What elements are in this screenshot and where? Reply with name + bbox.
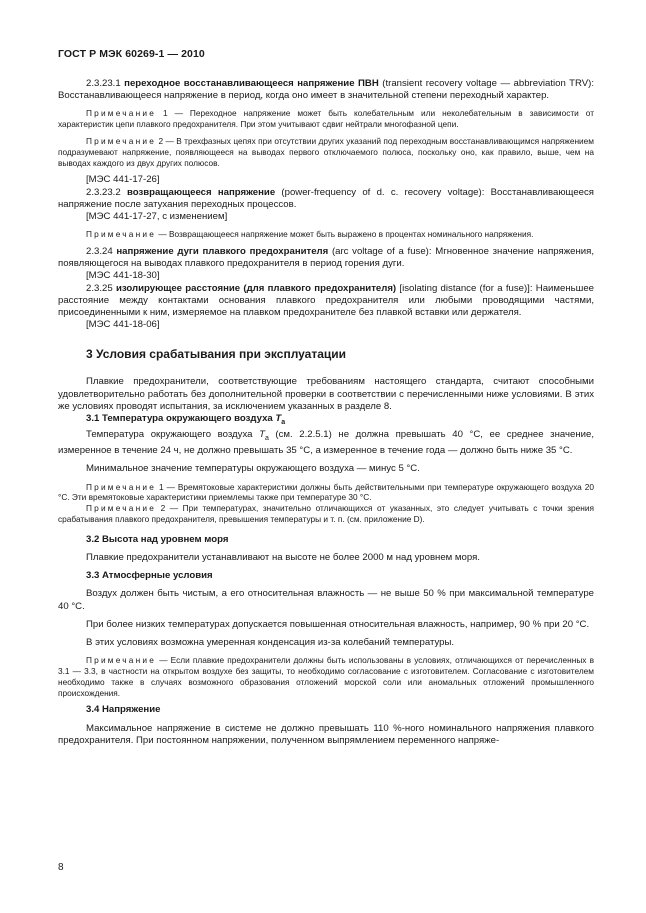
note-6: Примечание — Если плавкие предохранители должны быть использованы в условиях, отличающихся от перечисленных в 3.1 — 3.3, в частности на открытом воздухе без защиты, то необходимо согласование с изготовителем. Согласование с изготовителем необходимо также в случаях возможного образования отложений морской соли или аномальных отложений промышленного происхождения. (58, 655, 594, 698)
subsection-3-2-heading: 3.2 Высота над уровнем моря (86, 533, 229, 545)
reference-2: [МЭС 441-17-27, с изменением] (86, 211, 228, 222)
definition-term: переходное восстанавливающееся напряжение ПВН (124, 78, 379, 89)
definition-2-3-24: 2.3.24 напряжение дуги плавкого предохранителя (arc voltage of a fuse): Мгновенное значение напряжения, появляющегося на выводах плавкого предохранителя в период горения дуги. (58, 246, 594, 270)
paragraph-3-3-c: В этих условиях возможна умеренная конденсация из-за колебаний температуры. (86, 637, 455, 649)
definition-term: возвращающееся напряжение (126, 186, 276, 198)
paragraph-3-3-b: При более низких температурах допускается повышенная относительная влажность, например, 90 % при 20 °С. (86, 618, 590, 630)
page-number: 8 (58, 862, 64, 873)
reference-3: [МЭС 441-18-30] (86, 270, 160, 282)
paragraph-3-2: Плавкие предохранители устанавливают на высоте не более 2000 м над уровнем моря. (86, 552, 480, 564)
note-2: Примечание 2 — В трехфазных цепях при отсутствии других указаний под переходным восстанавливающимся напряжением подразумевают напряжение, появляющееся на выводах первого отключаемого полюса, поскольку оно, как правило, выше, чем на выводах каждого из двух других полюсов. (58, 136, 594, 168)
note-4: Примечание 1 — Времятоковые характеристики должны быть действительными при температуре окружающего воздуха 20 °С. Эти времятоковые характеристики приемлемы также при температуре 30 °С. (58, 481, 594, 503)
definition-2-3-23-1: 2.3.23.1 переходное восстанавливающееся напряжение ПВН (transient recovery voltage — abbreviation TRV): Восстанавливающееся напряжение в период, когда оно имеет в значительной степени переходный характер. (58, 78, 594, 102)
page-header: ГОСТ Р МЭК 60269-1 — 2010 (58, 48, 205, 60)
paragraph-3-4: Максимальное напряжение в системе не должно превышать 110 %-ного номинального напряжения плавкого предохранителя. При постоянном напряжении, полученном выпрямлением переменного напряже- (58, 722, 594, 746)
section-3-intro: Плавкие предохранители, соответствующие требованиям настоящего стандарта, считают способными удовлетворительно работать без дополнительной проверки в соответствии с перечисленными ниже условиями. В этих же условиях проводят испытания, за исключением указанных в разделе 8. (58, 376, 594, 412)
subsection-3-1-heading: 3.1 Температура окружающего воздуха $T_a$ (86, 413, 286, 426)
definition-2-3-23-2: 2.3.23.2 возвращающееся напряжение (power-frequency of d. c. recovery voltage): Восстанавливающееся напряжение после затухания переходных процессов. (58, 186, 594, 210)
note-1: Примечание 1 — Переходное напряжение может быть колебательным или неколебательным в зависимости от характеристик цепи плавкого предохранителя. При этом учитывают сдвиг нейтрали многофазной цепи. (58, 108, 594, 130)
paragraph-3-1-b: Минимальное значение температуры окружающего воздуха — минус 5 °С. (86, 463, 420, 475)
definition-term: изолирующее расстояние (для плавкого предохранителя) (115, 282, 397, 294)
paragraph-3-3-a: Воздух должен быть чистым, а его относительная влажность — не выше 50 % при максимальной температуре 40 °С. (58, 588, 594, 612)
section-3-heading: 3 Условия срабатывания при эксплуатации (86, 347, 347, 362)
note-3: Примечание — Возвращающееся напряжение может быть выражено в процентах номинального напряжения. (86, 229, 534, 240)
subsection-3-4-heading: 3.4 Напряжение (86, 704, 161, 716)
definition-term: напряжение дуги плавкого предохранителя (116, 246, 329, 257)
reference-1: [МЭС 441-17-26] (86, 174, 160, 186)
paragraph-3-1-a: Температура окружающего воздуха $T_a$ (см. 2.2.5.1) не должна превышать 40 °С, ее среднее значение, измеренное в течение 24 ч, не должно превышать 35 °С, а измеренное в течение года — должно быть ниже 35 °С. (58, 429, 594, 457)
reference-4: [МЭС 441-18-06] (86, 319, 160, 331)
note-5: Примечание 2 — При температурах, значительно отличающихся от указанных, это следует учитывать с точки зрения срабатывания плавкого предохранителя, превышения температуры и т. п. (см. приложение D). (58, 503, 594, 525)
subsection-3-3-heading: 3.3 Атмосферные условия (86, 570, 213, 582)
definition-2-3-25: 2.3.25 изолирующее расстояние (для плавкого предохранителя) [isolating distance (for a fuse)]: Наименьшее расстояние между контактами основания плавкого предохранителя или любыми проводящими частями, присоединенными к ним, измеряемое на плавком предохранителе без плавкой вставки или держателя. (58, 282, 594, 319)
page-body (58, 78, 594, 747)
